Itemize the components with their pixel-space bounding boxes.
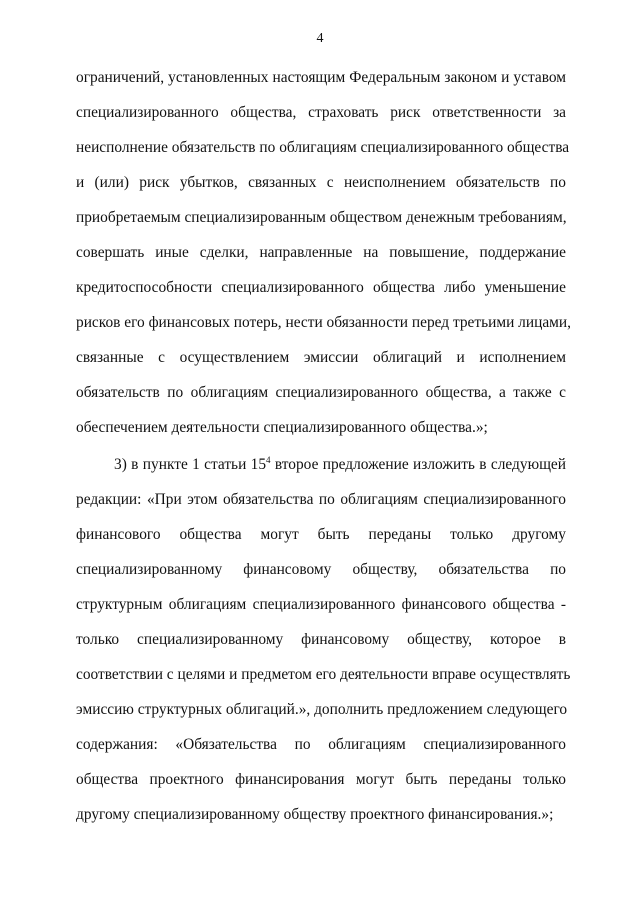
text-line: совершать иные сделки, направленные на повышение, поддержание	[76, 244, 566, 261]
text-line: специализированного общества, страховать риск ответственности за	[76, 104, 566, 121]
text-line: ограничений, установленных настоящим Федеральным законом и уставом	[76, 69, 566, 86]
text-line: финансового общества могут быть переданы только другому	[76, 526, 566, 543]
text-line: только специализированному финансовому обществу, которое в	[76, 631, 566, 648]
item-3-text-end: второе предложение изложить в следующей	[270, 456, 566, 473]
text-line: связанные с осуществлением эмиссии облигаций и исполнением	[76, 349, 566, 366]
text-line: неисполнение обязательств по облигациям специализированного общества	[76, 139, 570, 156]
paragraph-item-3-first-line	[114, 455, 566, 475]
text-line: редакции: «При этом обязательства по облигациям специализированного	[76, 491, 566, 508]
article-superscript: 4	[266, 454, 271, 465]
text-line: обеспечением деятельности специализированного общества.»;	[76, 419, 488, 436]
text-line: специализированному финансовому обществу, обязательства по	[76, 561, 566, 578]
text-line: рисков его финансовых потерь, нести обязанности перед третьими лицами,	[76, 314, 571, 331]
item-3-text-start: 3) в пункте 1 статьи 15	[114, 456, 267, 473]
page-number: 4	[316, 31, 324, 46]
text-line: и (или) риск убытков, связанных с неисполнением обязательств по	[76, 174, 566, 191]
text-line: другому специализированному обществу проектного финансирования.»;	[76, 806, 554, 823]
text-line: кредитоспособности специализированного общества либо уменьшение	[76, 279, 566, 296]
text-line: обязательств по облигациям специализированного общества, а также с	[76, 384, 566, 401]
text-line: приобретаемым специализированным обществом денежным требованиям,	[76, 209, 567, 226]
text-line: структурным облигациям специализированного финансового общества -	[76, 596, 566, 613]
text-line: эмиссию структурных облигаций.», дополнить предложением следующего	[76, 701, 568, 718]
text-line: соответствии с целями и предметом его деятельности вправе осуществлять	[76, 666, 571, 683]
text-line: содержания: «Обязательства по облигациям специализированного	[76, 736, 566, 753]
text-line: общества проектного финансирования могут быть переданы только	[76, 771, 566, 788]
